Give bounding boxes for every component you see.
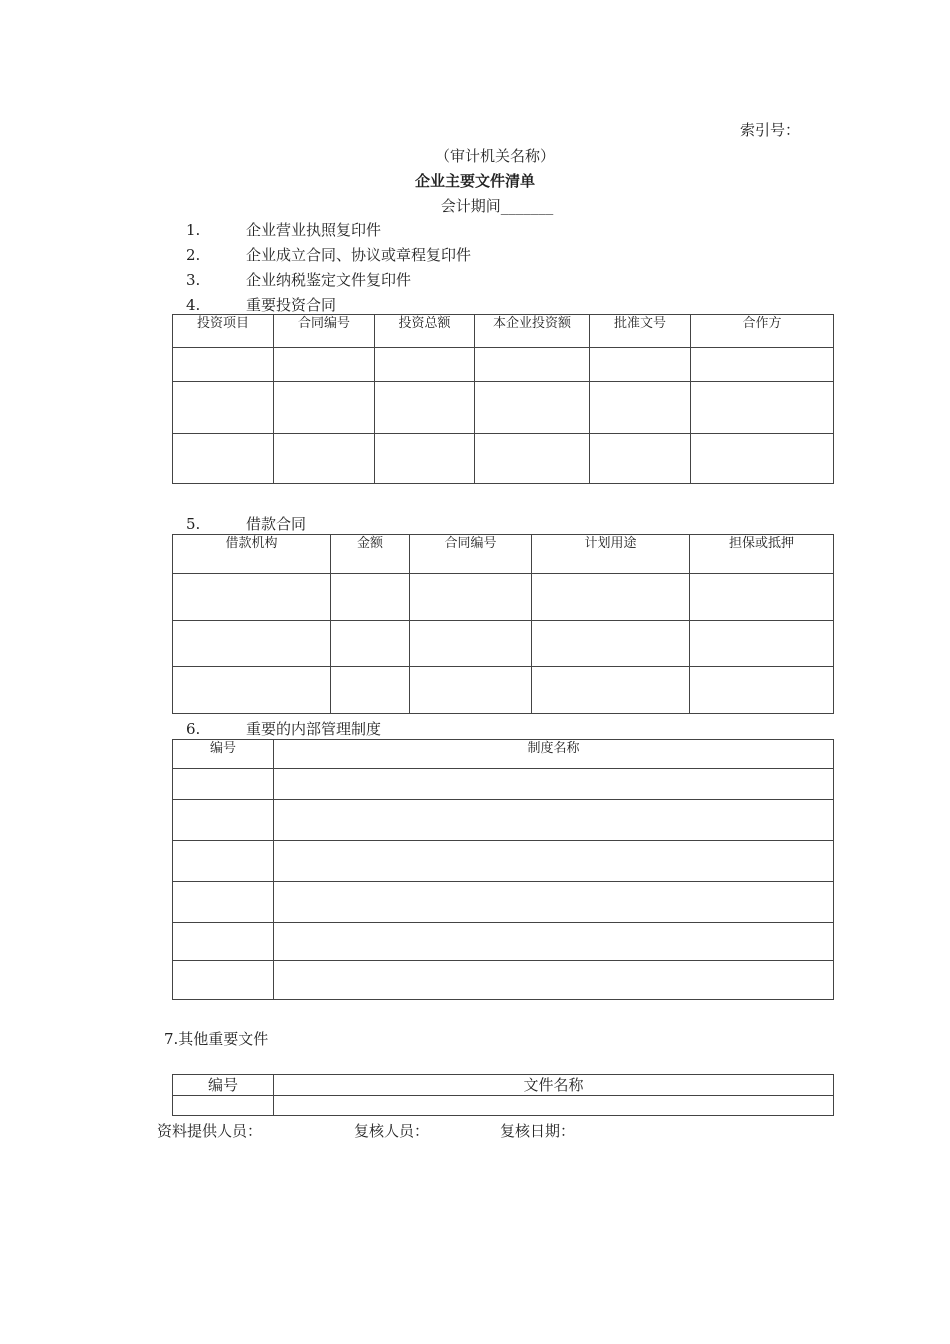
table-cell[interactable] [375, 434, 475, 484]
table-row [173, 841, 834, 882]
column-header: 金额 [331, 535, 410, 574]
table-row [173, 382, 834, 434]
table-row [173, 800, 834, 841]
table-cell[interactable] [475, 434, 590, 484]
table-cell[interactable] [173, 769, 274, 800]
reviewer-label: 复核人员： [354, 1122, 430, 1140]
index-number-label: 索引号： [740, 121, 801, 139]
section-heading: 6. 重要的内部管理制度 [186, 720, 382, 738]
column-header: 合同编号 [274, 315, 375, 348]
column-header: 批准文号 [590, 315, 691, 348]
column-header: 文件名称 [274, 1075, 834, 1096]
table-cell[interactable] [173, 574, 331, 621]
table-cell[interactable] [274, 841, 834, 882]
table-cell[interactable] [690, 621, 834, 667]
table-header-row [173, 315, 834, 348]
table-cell[interactable] [274, 382, 375, 434]
section-heading: 7.其他重要文件 [164, 1030, 269, 1048]
table-cell[interactable] [274, 800, 834, 841]
table-cell[interactable] [331, 574, 410, 621]
table-cell[interactable] [173, 800, 274, 841]
list-item: 2. 企业成立合同、协议或章程复印件 [186, 246, 472, 264]
provider-label: 资料提供人员： [157, 1122, 263, 1140]
table-cell[interactable] [691, 348, 834, 382]
table-cell[interactable] [173, 621, 331, 667]
review-date-label: 复核日期： [500, 1122, 576, 1140]
table-row [173, 667, 834, 714]
list-item: 1. 企业营业执照复印件 [186, 221, 382, 239]
table-cell[interactable] [532, 621, 690, 667]
table-cell[interactable] [375, 382, 475, 434]
table-row [173, 434, 834, 484]
table-header-row [173, 535, 834, 574]
column-header: 合同编号 [410, 535, 532, 574]
table-row [173, 882, 834, 923]
column-header: 担保或抵押 [690, 535, 834, 574]
table-row [173, 923, 834, 961]
table-cell[interactable] [173, 434, 274, 484]
column-header: 投资项目 [173, 315, 274, 348]
column-header: 计划用途 [532, 535, 690, 574]
column-header: 本企业投资额 [475, 315, 590, 348]
table-cell[interactable] [375, 348, 475, 382]
table-row [173, 348, 834, 382]
table-cell[interactable] [690, 667, 834, 714]
column-header: 编号 [173, 1075, 274, 1096]
column-header: 制度名称 [274, 740, 834, 769]
table-cell[interactable] [173, 1096, 274, 1116]
table-cell[interactable] [590, 434, 691, 484]
table-cell[interactable] [173, 882, 274, 923]
table-cell[interactable] [690, 574, 834, 621]
column-header: 合作方 [691, 315, 834, 348]
table-cell[interactable] [173, 841, 274, 882]
table-row [173, 1096, 834, 1116]
section-heading: 5. 借款合同 [186, 515, 307, 533]
column-header: 投资总额 [375, 315, 475, 348]
table-row [173, 769, 834, 800]
other-files-table [172, 1074, 834, 1116]
table-row [173, 621, 834, 667]
table-cell[interactable] [331, 667, 410, 714]
table-cell[interactable] [410, 574, 532, 621]
table-cell[interactable] [590, 382, 691, 434]
table-cell[interactable] [274, 348, 375, 382]
table-cell[interactable] [274, 1096, 834, 1116]
table-cell[interactable] [475, 348, 590, 382]
accounting-period: 会计期间_______ [440, 197, 554, 215]
table-cell[interactable] [331, 621, 410, 667]
page-title: 企业主要文件清单 [414, 172, 535, 190]
table-cell[interactable] [274, 434, 375, 484]
column-header: 编号 [173, 740, 274, 769]
table-cell[interactable] [173, 667, 331, 714]
policy-table [172, 739, 834, 1000]
list-item: 3. 企业纳税鉴定文件复印件 [186, 271, 412, 289]
table-cell[interactable] [274, 961, 834, 1000]
list-item: 4. 重要投资合同 [186, 296, 337, 314]
table-cell[interactable] [532, 574, 690, 621]
table-row [173, 574, 834, 621]
table-cell[interactable] [475, 382, 590, 434]
table-cell[interactable] [173, 923, 274, 961]
table-cell[interactable] [274, 923, 834, 961]
table-cell[interactable] [532, 667, 690, 714]
table-cell[interactable] [274, 882, 834, 923]
table-cell[interactable] [410, 621, 532, 667]
table-cell[interactable] [173, 382, 274, 434]
loan-table [172, 534, 834, 714]
column-header: 借款机构 [173, 535, 331, 574]
table-cell[interactable] [410, 667, 532, 714]
table-cell[interactable] [691, 382, 834, 434]
investment-table [172, 314, 834, 484]
table-cell[interactable] [590, 348, 691, 382]
table-cell[interactable] [274, 769, 834, 800]
table-cell[interactable] [173, 961, 274, 1000]
audit-org-name: （审计机关名称） [434, 147, 555, 165]
table-header-row [173, 1075, 834, 1096]
table-header-row [173, 740, 834, 769]
table-row [173, 961, 834, 1000]
table-cell[interactable] [691, 434, 834, 484]
table-cell[interactable] [173, 348, 274, 382]
